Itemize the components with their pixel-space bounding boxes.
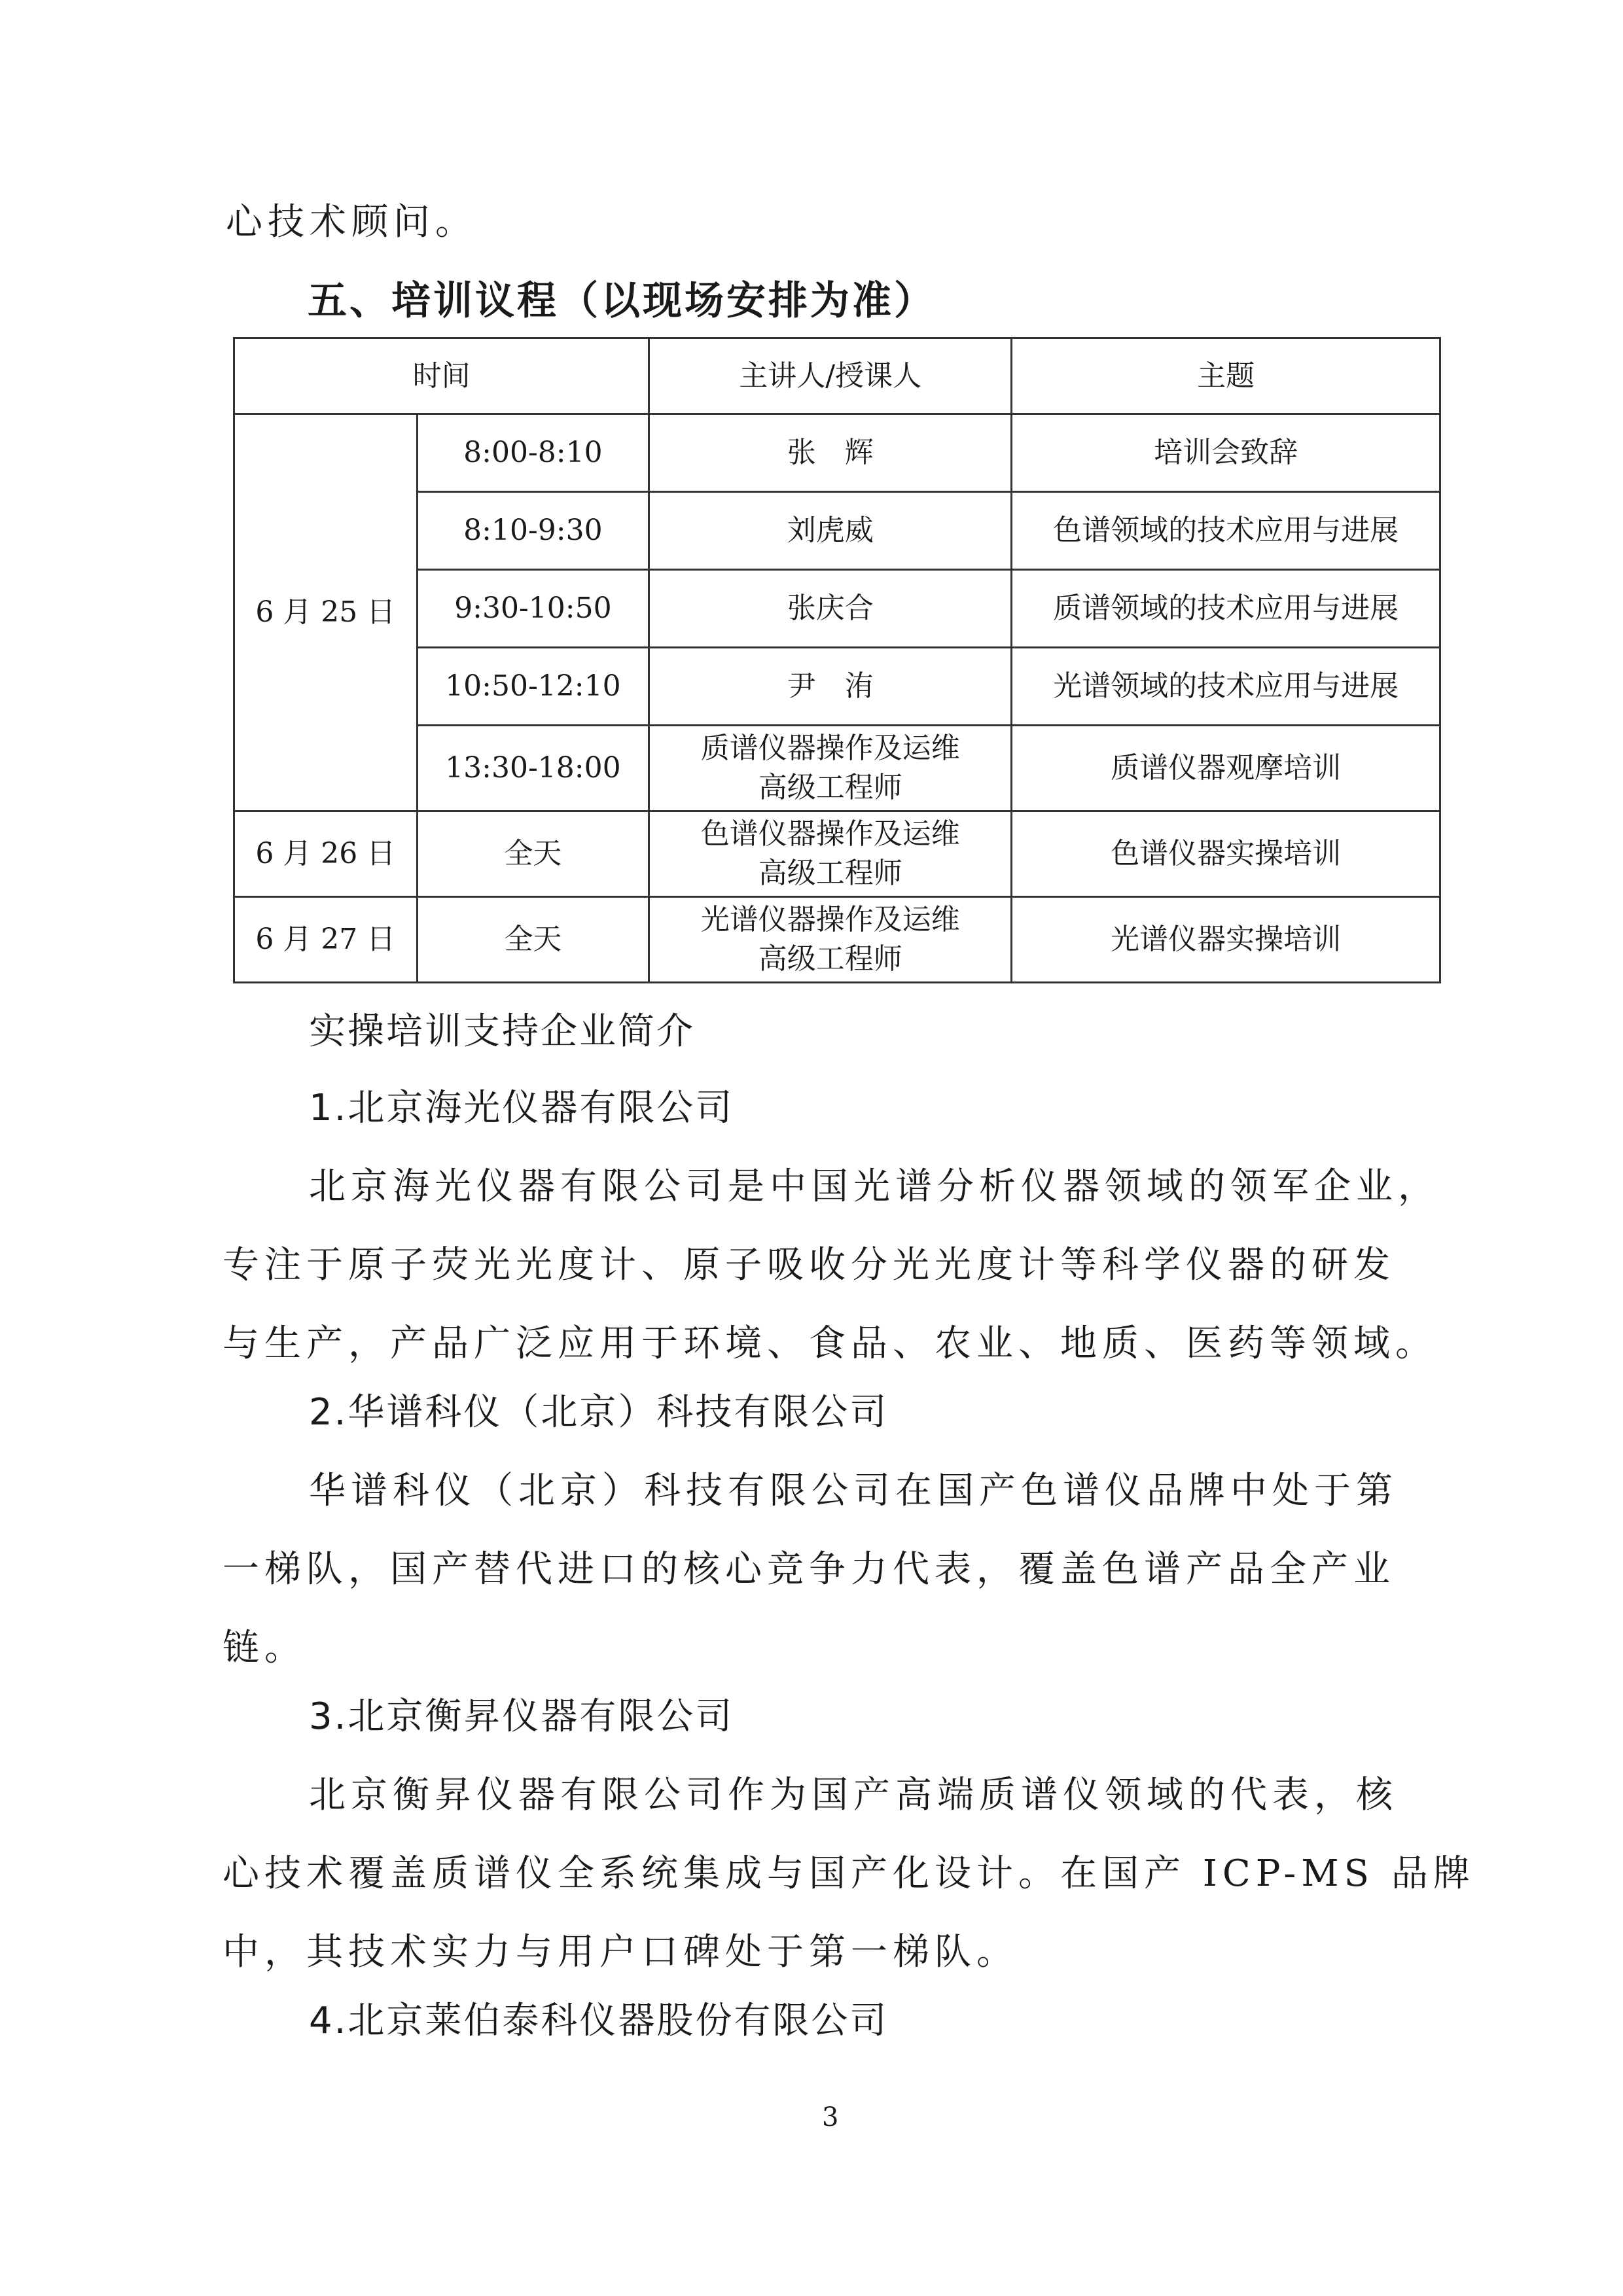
header-time: 时间 — [234, 338, 649, 414]
topic-cell: 光谱仪器实操培训 — [1012, 897, 1440, 983]
paragraph-line: 与生产，产品广泛应用于环境、食品、农业、地质、医药等领域。 — [223, 1322, 1437, 1365]
section-heading: 五、培训议程（以现场安排为准） — [308, 278, 936, 324]
time-cell: 8:10-9:30 — [417, 492, 649, 570]
paragraph-line: 华谱科仪（北京）科技有限公司在国产色谱仪品牌中处于第 — [309, 1470, 1398, 1512]
presenter-cell: 色谱仪器操作及运维 高级工程师 — [649, 811, 1012, 897]
date-cell: 6 月 26 日 — [234, 811, 418, 897]
time-cell: 10:50-12:10 — [417, 648, 649, 726]
topic-cell: 光谱领域的技术应用与进展 — [1012, 648, 1440, 726]
date-cell: 6 月 25 日 — [234, 414, 418, 811]
paragraph-line: 心技术覆盖质谱仪全系统集成与国产化设计。在国产 ICP-MS 品牌 — [223, 1852, 1475, 1895]
topic-cell: 色谱领域的技术应用与进展 — [1012, 492, 1440, 570]
topic-cell: 质谱领域的技术应用与进展 — [1012, 570, 1440, 648]
presenter-cell: 光谱仪器操作及运维 高级工程师 — [649, 897, 1012, 983]
paragraph-line: 中，其技术实力与用户口碑处于第一梯队。 — [223, 1931, 1018, 1973]
company-title: 1.北京海光仪器有限公司 — [309, 1087, 734, 1129]
presenter-cell: 刘虎威 — [649, 492, 1012, 570]
time-cell: 8:00-8:10 — [417, 414, 649, 492]
companies-heading: 实操培训支持企业简介 — [309, 1010, 695, 1053]
company-title: 4.北京莱伯泰科仪器股份有限公司 — [309, 2000, 889, 2042]
topic-cell: 培训会致辞 — [1012, 414, 1440, 492]
header-presenter: 主讲人/授课人 — [649, 338, 1012, 414]
topic-cell: 色谱仪器实操培训 — [1012, 811, 1440, 897]
time-cell: 全天 — [417, 897, 649, 983]
presenter-cell: 尹 洧 — [649, 648, 1012, 726]
agenda-header-row — [234, 338, 1440, 414]
presenter-cell: 张庆合 — [649, 570, 1012, 648]
time-cell: 13:30-18:00 — [417, 726, 649, 811]
presenter-cell: 张 辉 — [649, 414, 1012, 492]
table-row — [234, 414, 1440, 492]
paragraph-line: 一梯队，国产替代进口的核心竞争力代表，覆盖色谱产品全产业 — [223, 1548, 1395, 1591]
paragraph-line: 北京海光仪器有限公司是中国光谱分析仪器领域的领军企业， — [309, 1165, 1440, 1208]
agenda-table — [233, 337, 1441, 983]
presenter-cell: 质谱仪器操作及运维 高级工程师 — [649, 726, 1012, 811]
date-cell: 6 月 27 日 — [234, 897, 418, 983]
table-row — [234, 897, 1440, 983]
table-row — [234, 811, 1440, 897]
time-cell: 9:30-10:50 — [417, 570, 649, 648]
company-title: 2.华谱科仪（北京）科技有限公司 — [309, 1391, 889, 1434]
paragraph-line: 链。 — [223, 1627, 306, 1669]
time-cell: 全天 — [417, 811, 649, 897]
paragraph-line: 北京衡昇仪器有限公司作为国产高端质谱仪领域的代表，核 — [309, 1774, 1398, 1816]
company-title: 3.北京衡昇仪器有限公司 — [309, 1695, 734, 1738]
page-number: 3 — [822, 2102, 839, 2132]
topic-cell: 质谱仪器观摩培训 — [1012, 726, 1440, 811]
intro-tail-text: 心技术顾问。 — [226, 201, 477, 243]
paragraph-line: 专注于原子荧光光度计、原子吸收分光光度计等科学仪器的研发 — [223, 1244, 1395, 1286]
header-topic: 主题 — [1012, 338, 1440, 414]
